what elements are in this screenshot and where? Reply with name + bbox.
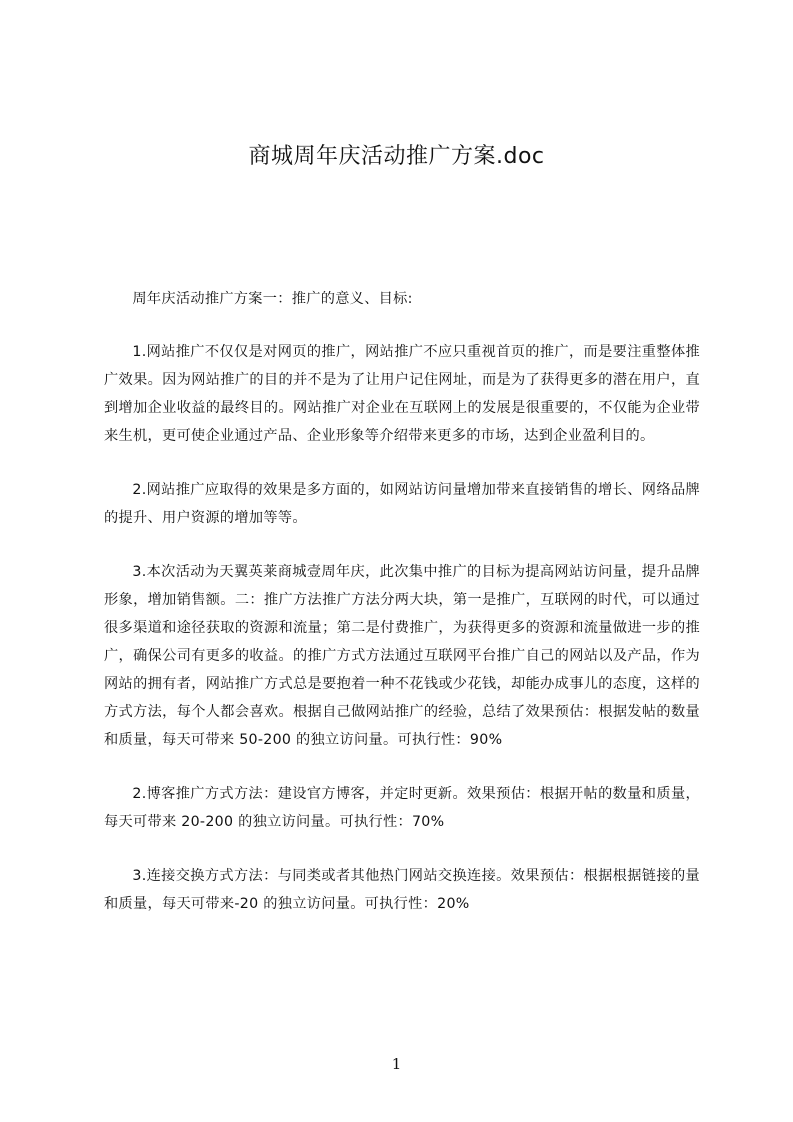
page-number: 1 (391, 1055, 402, 1073)
document-title: 商城周年庆活动推广方案.doc (248, 144, 545, 169)
body-paragraph: 2.博客推广方式方法：建设官方博客，并定时更新。效果预估：根据开帖的数量和质量，每天可带来 20-200 的独立访问量。可执行性：70% (104, 786, 700, 830)
document-body (104, 285, 700, 944)
body-paragraph: 3.本次活动为天翼英莱商城壹周年庆，此次集中推广的目标为提高网站访问量，提升品牌形象，增加销售额。二：推广方法推广方法分两大块，第一是推广，互联网的时代，可以通过很多渠道和途径获取的资源和流量；第二是付费推广，为获得更多的资源和流量做进一步的推广，确保公司有更多的收益。的推广方式方法通过互联网平台推广自己的网站以及产品，作为网站的拥有者，网站推广方式总是要抱着一种不花钱或少花钱，却能办成事儿的态度，这样的方式方法，每个人都会喜欢。根据自己做网站推广的经验，总结了效果预估：根据发帖的数量和质量，每天可带来 50-200 的独立访问量。可执行性：90% (104, 564, 700, 748)
body-paragraph: 1.网站推广不仅仅是对网页的推广，网站推广不应只重视首页的推广，而是要注重整体推广效果。因为网站推广的目的并不是为了让用户记住网址，而是为了获得更多的潜在用户，直到增加企业收益的最终目的。网站推广对企业在互联网上的发展是很重要的，不仅能为企业带来生机，更可使企业通过产品、企业形象等介绍带来更多的市场，达到企业盈利目的。 (104, 344, 700, 444)
body-paragraph: 2.网站推广应取得的效果是多方面的，如网站访问量增加带来直接销售的增长、网络品牌的提升、用户资源的增加等等。 (104, 482, 700, 526)
body-paragraph: 3.连接交换方式方法：与同类或者其他热门网站交换连接。效果预估：根据根据链接的量和质量，每天可带来-20 的独立访问量。可执行性：20% (104, 868, 700, 912)
intro-paragraph: 周年庆活动推广方案一：推广的意义、目标: (132, 291, 413, 307)
